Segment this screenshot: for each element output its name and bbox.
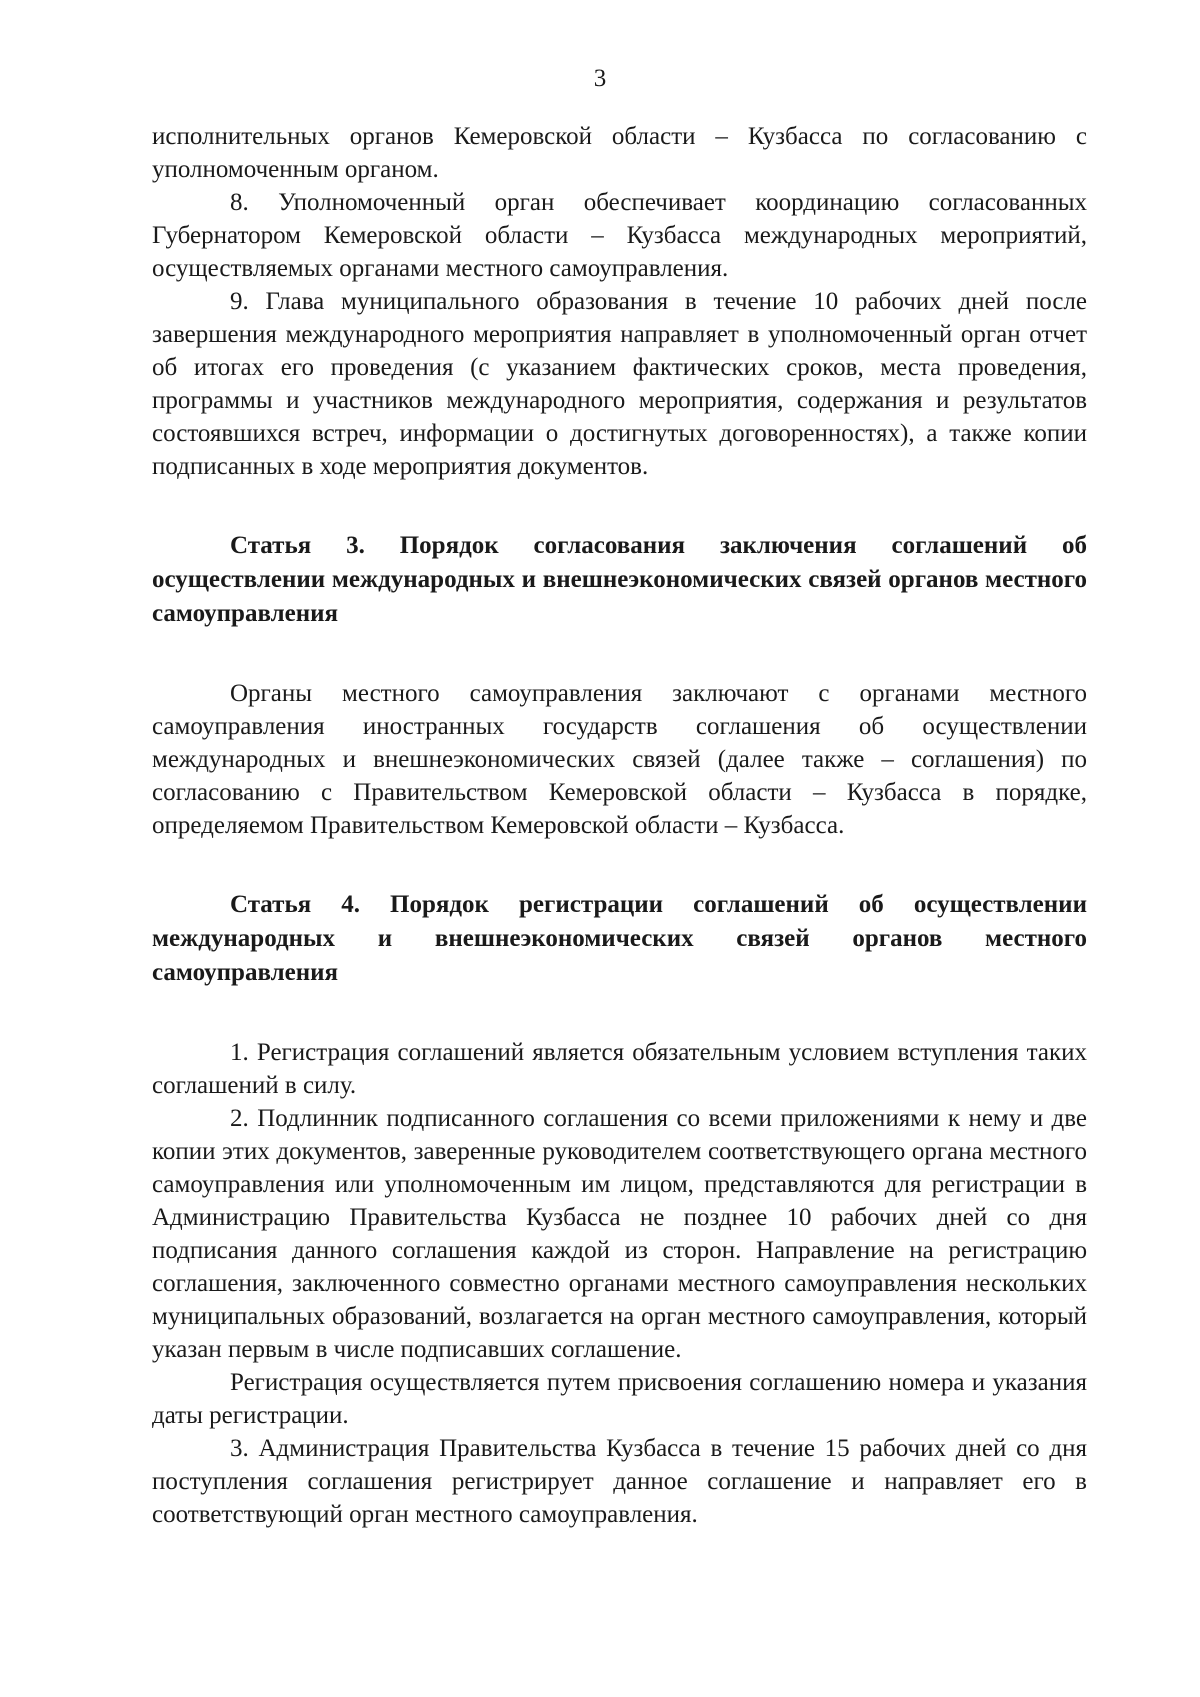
paragraph-item-9: 9. Глава муниципального образования в течение 10 рабочих дней после завершения международного мероприятия направляет в уполномоченный орган отчет об итогах его проведения (с указанием фактических сроков, места проведения, программы и участников международного мероприятия, содержания и результатов состоявшихся встреч, информации о достигнутых договоренностях), а также копии подписанных в ходе мероприятия документов. — [152, 288, 1087, 480]
article-4-heading: Статья 4. Порядок регистрации соглашений об осуществлении международных и внешнеэкономических связей органов местного самоуправления — [152, 891, 1087, 986]
article-4-item-1: 1. Регистрация соглашений является обязательным условием вступления таких соглашений в силу. — [152, 1039, 1087, 1099]
article-3-heading: Статья 3. Порядок согласования заключения соглашений об осуществлении международных и внешнеэкономических связей органов местного самоуправления — [152, 532, 1087, 627]
paragraph-continuation: исполнительных органов Кемеровской области – Кузбасса по согласованию с уполномоченным органом. — [152, 123, 1087, 183]
article-4-item-2: 2. Подлинник подписанного соглашения со всеми приложениями к нему и две копии этих документов, заверенные руководителем соответствующего органа местного самоуправления или уполномоченным им лицом, представляются для регистрации в Администрацию Правительства Кузбасса не позднее 10 рабочих дней со дня подписания данного соглашения каждой из сторон. Направление на регистрацию соглашения, заключенного совместно органами местного самоуправления нескольких муниципальных образований, возлагается на орган местного самоуправления, который указан первым в числе подписавших соглашение. — [152, 1105, 1087, 1363]
article-4-item-2-registration: Регистрация осуществляется путем присвоения соглашению номера и указания даты регистрации. — [152, 1369, 1087, 1429]
article-3-paragraph: Органы местного самоуправления заключают с органами местного самоуправления иностранных государств соглашения об осуществлении международных и внешнеэкономических связей (далее также – соглашения) по согласованию с Правительством Кемеровской области – Кузбасса в порядке, определяемом Правительством Кемеровской области – Кузбасса. — [152, 680, 1087, 839]
article-4-item-3: 3. Администрация Правительства Кузбасса в течение 15 рабочих дней со дня поступления соглашения регистрирует данное соглашение и направляет его в соответствующий орган местного самоуправления. — [152, 1435, 1087, 1528]
page-number: 3 — [593, 65, 607, 92]
document-body — [152, 120, 1087, 1531]
paragraph-item-8: 8. Уполномоченный орган обеспечивает координацию согласованных Губернатором Кемеровской области – Кузбасса международных мероприятий, осуществляемых органами местного самоуправления. — [152, 189, 1087, 282]
